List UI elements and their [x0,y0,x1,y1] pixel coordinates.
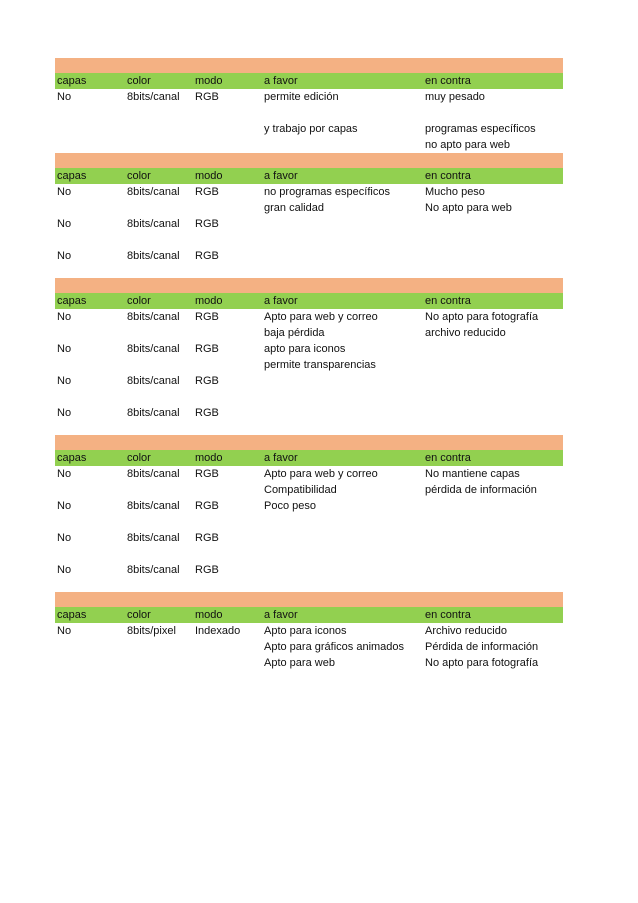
contra-cell: archivo reducido [425,327,506,339]
contra-cell: No apto para web [425,202,512,214]
capas-cell: No [57,375,72,387]
table-block [55,435,563,592]
table-row [55,309,563,325]
table-row [55,325,563,341]
favor-cell: baja pérdida [264,327,325,339]
table-row [55,514,563,530]
favor-cell: y trabajo por capas [264,123,358,135]
table-row [55,121,563,137]
header-row [55,293,563,309]
contra-cell: Archivo reducido [425,625,507,637]
contra-cell: No apto para fotografía [425,311,539,323]
capas-cell: No [57,311,72,323]
table-row [55,655,563,671]
modo-cell: RGB [195,407,219,419]
capas-cell: No [57,250,72,262]
table-row [55,389,563,405]
table-row [55,89,563,105]
header-cell: color [127,609,151,621]
favor-cell: Apto para gráficos animados [264,641,405,653]
favor-cell: Poco peso [264,500,316,512]
modo-cell: RGB [195,343,219,355]
table-block [55,58,563,153]
header-cell: en contra [425,609,471,621]
contra-cell: muy pesado [425,91,485,103]
color-cell: 8bits/pixel [127,625,176,637]
modo-cell: RGB [195,250,219,262]
table-row [55,105,563,121]
modo-cell: Indexado [195,625,241,637]
table-row [55,482,563,498]
table-row [55,530,563,546]
table-block [55,278,563,435]
modo-cell: RGB [195,468,219,480]
capas-cell: No [57,564,72,576]
table-row [55,546,563,562]
table-row [55,216,563,232]
spacer-row [55,264,563,278]
header-row [55,168,563,184]
favor-cell: Apto para web y correo [264,311,378,323]
header-cell: en contra [425,75,471,87]
color-cell: 8bits/canal [127,311,180,323]
header-cell: en contra [425,170,471,182]
table-row [55,405,563,421]
color-cell: 8bits/canal [127,186,180,198]
table-row [55,184,563,200]
header-cell: modo [195,609,223,621]
table-row [55,639,563,655]
table-row [55,341,563,357]
capas-cell: No [57,218,72,230]
color-cell: 8bits/canal [127,218,180,230]
capas-cell: No [57,468,72,480]
modo-cell: RGB [195,500,219,512]
modo-cell: RGB [195,375,219,387]
orange-band [55,58,563,73]
color-cell: 8bits/canal [127,532,180,544]
header-cell: color [127,295,151,307]
table-row [55,200,563,216]
favor-cell: permite transparencias [264,359,376,371]
table-row [55,623,563,639]
contra-cell: pérdida de información [425,484,537,496]
table-block [55,153,563,278]
header-row [55,73,563,89]
table-row [55,466,563,482]
header-cell: modo [195,295,223,307]
contra-cell: programas específicos [425,123,536,135]
modo-cell: RGB [195,311,219,323]
table-row [55,248,563,264]
header-cell: modo [195,170,223,182]
header-cell: en contra [425,295,471,307]
table-block [55,592,563,671]
capas-cell: No [57,186,72,198]
color-cell: 8bits/canal [127,343,180,355]
contra-cell: Pérdida de información [425,641,539,653]
capas-cell: No [57,407,72,419]
orange-band [55,435,563,450]
modo-cell: RGB [195,186,219,198]
color-cell: 8bits/canal [127,375,180,387]
orange-band [55,592,563,607]
header-cell: a favor [264,295,298,307]
color-cell: 8bits/canal [127,250,180,262]
favor-cell: no programas específicos [264,186,390,198]
header-cell: a favor [264,452,298,464]
modo-cell: RGB [195,564,219,576]
contra-cell: No mantiene capas [425,468,520,480]
favor-cell: Apto para web y correo [264,468,378,480]
color-cell: 8bits/canal [127,407,180,419]
header-row [55,450,563,466]
modo-cell: RGB [195,91,219,103]
favor-cell: gran calidad [264,202,324,214]
table-row [55,373,563,389]
color-cell: 8bits/canal [127,91,180,103]
favor-cell: apto para iconos [264,343,346,355]
spreadsheet [55,58,563,671]
header-cell: capas [57,170,87,182]
header-cell: capas [57,75,87,87]
capas-cell: No [57,500,72,512]
orange-band [55,278,563,293]
header-cell: a favor [264,170,298,182]
header-cell: en contra [425,452,471,464]
header-cell: modo [195,75,223,87]
header-row [55,607,563,623]
capas-cell: No [57,532,72,544]
capas-cell: No [57,343,72,355]
header-cell: color [127,452,151,464]
color-cell: 8bits/canal [127,564,180,576]
favor-cell: Apto para iconos [264,625,347,637]
table-row [55,357,563,373]
header-cell: a favor [264,75,298,87]
orange-band [55,153,563,168]
header-cell: capas [57,452,87,464]
color-cell: 8bits/canal [127,468,180,480]
spacer-row [55,578,563,592]
capas-cell: No [57,91,72,103]
contra-cell: no apto para web [425,139,511,151]
modo-cell: RGB [195,532,219,544]
favor-cell: Apto para web [264,657,335,669]
table-row [55,137,563,153]
spacer-row [55,421,563,435]
contra-cell: No apto para fotografía [425,657,539,669]
table-row [55,498,563,514]
header-cell: color [127,170,151,182]
color-cell: 8bits/canal [127,500,180,512]
header-cell: capas [57,295,87,307]
contra-cell: Mucho peso [425,186,485,198]
modo-cell: RGB [195,218,219,230]
favor-cell: Compatibilidad [264,484,337,496]
capas-cell: No [57,625,72,637]
header-cell: a favor [264,609,298,621]
header-cell: capas [57,609,87,621]
header-cell: modo [195,452,223,464]
header-cell: color [127,75,151,87]
table-row [55,232,563,248]
table-row [55,562,563,578]
favor-cell: permite edición [264,91,339,103]
